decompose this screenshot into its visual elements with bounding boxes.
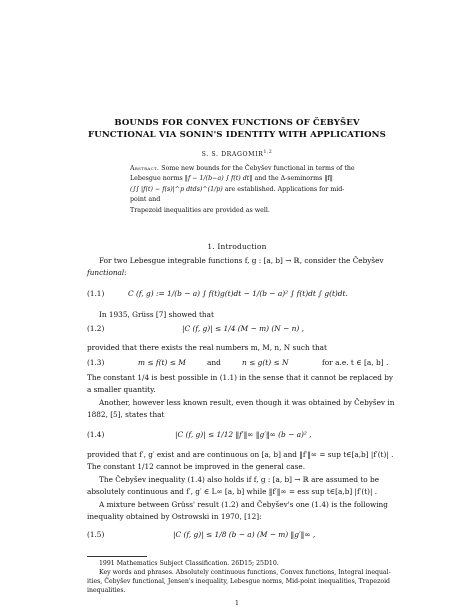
equation-1-5-label: (1.5) — [87, 530, 105, 539]
paper-title-line-2: FUNCTIONAL VIA SONIN'S IDENTITY WITH APPLICATIONS — [88, 130, 386, 140]
equation-1-5: |C (f, g)| ≤ 1/8 (b − a) (M − m) ‖g′‖∞ , — [173, 530, 316, 539]
abstract-line-4: Trapezoid inequalities are provided as well. — [130, 206, 270, 214]
equation-1-3c: n ≤ g(t) ≤ N — [242, 358, 289, 367]
paragraph-constant-line-1: The constant 1/4 is best possible in (1.1) in the sense that it cannot be replaced by — [87, 373, 394, 382]
footnote-keywords-line-3: inequalities. — [87, 587, 126, 594]
equation-1-1-label: (1.1) — [87, 289, 105, 298]
paragraph-continuous-line-2: The constant 1/12 cannot be improved in the general case. — [87, 462, 306, 471]
abstract — [130, 164, 360, 216]
paragraph-mixture-line-1: A mixture between Grüss' result (1.2) and Čebyšev's one (1.4) is the following — [99, 500, 388, 509]
abstract-formula-norm: ‖f − 1/(b−a) ∫ f(t) dt‖ — [184, 175, 253, 183]
equation-1-3b: and — [207, 358, 221, 367]
author-affiliation: 1,2 — [263, 150, 273, 155]
footnote-keywords-line-1: Key words and phrases. Absolutely continuous functions, Convex functions, Integral inequal- — [99, 569, 391, 576]
abstract-text-1: Some new bounds for the Čebyšev functional in terms of the — [161, 165, 355, 172]
equation-1-2-label: (1.2) — [87, 324, 105, 333]
footnote-keywords-line-2: ities, Čebyšev functional, Jensen's inequality, Lebesgue norms, Mid-point inequalities, Trapezoid — [87, 578, 391, 585]
paragraph-provided: provided that there exists the real numbers m, M, n, N such that — [87, 343, 327, 352]
author-name: S. S. DRAGOMIR — [201, 151, 264, 159]
author — [0, 150, 474, 158]
section-title: 1. Introduction — [207, 242, 267, 251]
intro-line-1: For two Lebesgue integrable functions f, g : [a, b] → ℝ, consider the Čebyšev — [99, 256, 384, 265]
paragraph-abs-continuous-line-2: absolutely continuous and f′, g′ ∈ L∞ [a, b] while ‖f′‖∞ = ess sup t∈[a,b] |f′(t)| . — [87, 487, 378, 496]
paragraph-abs-continuous-line-1: The Čebyšev inequality (1.4) also holds if f, g : [a, b] → ℝ are assumed to be — [99, 475, 380, 484]
abstract-line-1 — [130, 164, 360, 174]
paragraph-chebyshev-line-1: Another, however less known result, even though it was obtained by Čebyšev in — [99, 398, 395, 407]
equation-1-2: |C (f, g)| ≤ 1/4 (M − m) (N − n) , — [182, 324, 304, 333]
paragraph-chebyshev-line-2: 1882, [5], states that — [87, 410, 165, 419]
intro-line-2: functional: — [87, 268, 127, 277]
page-number: 1 — [235, 600, 239, 607]
abstract-line-3 — [130, 185, 360, 206]
paper-title-line-1: BOUNDS FOR CONVEX FUNCTIONS OF ČEBYŠEV — [114, 118, 360, 128]
paragraph-mixture-line-2: inequality obtained by Ostrowski in 1970, [12]: — [87, 512, 262, 521]
abstract-text-3b: are established. Applications for mid-point and — [130, 185, 345, 204]
equation-1-4: |C (f, g)| ≤ 1/12 ‖f′‖∞ ‖g′‖∞ (b − a)² , — [175, 430, 312, 439]
equation-1-3-label: (1.3) — [87, 358, 105, 367]
equation-1-4-label: (1.4) — [87, 430, 105, 439]
abstract-line-2 — [130, 174, 360, 184]
equation-1-3a: m ≤ f(t) ≤ M — [138, 358, 186, 367]
equation-1-1: C (f, g) := 1/(b − a) ∫ f(t)g(t)dt − 1/(b − a)² ∫ f(t)dt ∫ g(t)dt. — [128, 289, 348, 298]
paragraph-constant-line-2: a smaller quantity. — [87, 385, 156, 394]
paragraph-continuous-line-1: provided that f′, g′ exist and are continuous on [a, b] and ‖f′‖∞ = sup t∈[a,b] |f′(t)| . — [87, 450, 394, 459]
equation-1-3d: for a.e. t ∈ [a, b] . — [322, 358, 389, 367]
paragraph-gruss: In 1935, Grüss [7] showed that — [99, 310, 214, 319]
abstract-label: Abstract. — [130, 165, 160, 172]
abstract-text-2a: Lebesgue norms — [130, 175, 183, 183]
footnote-rule — [87, 556, 147, 557]
abstract-formula-seminorm: (∫∫ |f(t) − f(s)|^p dtds)^(1/p) — [130, 185, 223, 193]
footnote-msc: 1991 Mathematics Subject Classification. 26D15; 25D10. — [99, 560, 279, 567]
abstract-text-2b: and the Δ-seminorms ‖f‖ — [254, 175, 333, 183]
